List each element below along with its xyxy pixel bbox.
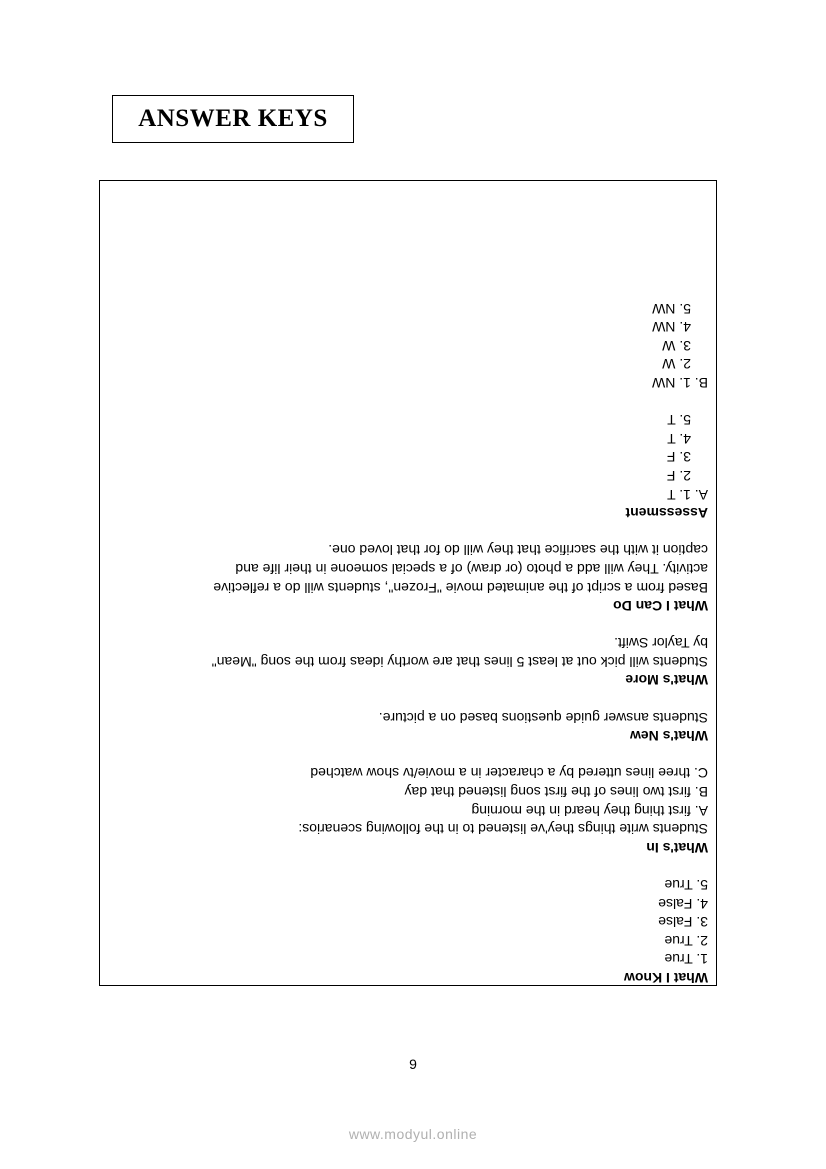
whats-new-heading: What's New (629, 728, 708, 745)
list-item: 5. NW (652, 300, 691, 317)
what-i-can-do-line: caption it with the sacrifice that they will do for that loved one. (328, 542, 708, 559)
list-item: C. three lines uttered by a character in a movie/tv show watched (310, 765, 708, 782)
list-item: B. first two lines of the first song listened that day (404, 784, 708, 801)
answer-keys-title: ANSWER KEYS (112, 95, 354, 143)
whats-more-heading: What's More (625, 672, 708, 689)
list-item: 2. W (662, 356, 691, 373)
what-i-can-do-line: activity. They will add a photo (or draw) of a special someone in their life and (235, 560, 708, 577)
list-item: 2. True (664, 932, 708, 949)
list-item: 3. W (662, 337, 691, 354)
whats-new-text: Students answer guide questions based on a picture. (378, 709, 708, 726)
assessment-part-a (108, 411, 708, 504)
upside-down-content (100, 181, 718, 987)
list-item: 5. T (667, 412, 691, 429)
list-item: 2. F (666, 467, 691, 484)
list-item: 4. NW (652, 319, 691, 336)
whats-more-line: by Taylor Swift. (614, 635, 708, 652)
whats-more-line: Students will pick out at least 5 lines that are worthy ideas from the song "Mean" (211, 653, 708, 670)
whats-in-intro: Students write things they've listened to in the following scenarios: (298, 821, 708, 838)
whats-in-heading: What's In (646, 839, 708, 856)
whats-in-list (108, 764, 708, 820)
assessment-heading: Assessment (625, 505, 708, 522)
what-i-can-do-line: Based from a script of the animated movie "Frozen", students will do a reflective (213, 579, 708, 596)
what-i-can-do-heading: What I Can Do (613, 598, 708, 615)
watermark: www.modyul.online (348, 1126, 478, 1142)
what-i-know-heading: What I Know (624, 970, 708, 986)
answer-key-box (99, 180, 717, 986)
list-item: 4. False (658, 895, 708, 912)
assessment-part-b (108, 299, 708, 392)
list-item: 5. True (664, 877, 708, 894)
list-item: 3. F (666, 449, 691, 466)
list-item: B. 1. NW (651, 375, 708, 391)
list-item: A. first thing they heard in the morning (471, 802, 708, 819)
what-i-know-list (108, 875, 708, 968)
page-number: 9 (409, 1056, 417, 1072)
list-item: 3. False (658, 914, 708, 931)
list-item: A. 1. T (667, 486, 708, 503)
list-item: 1. True (664, 951, 708, 968)
list-item: 4. T (667, 430, 691, 447)
